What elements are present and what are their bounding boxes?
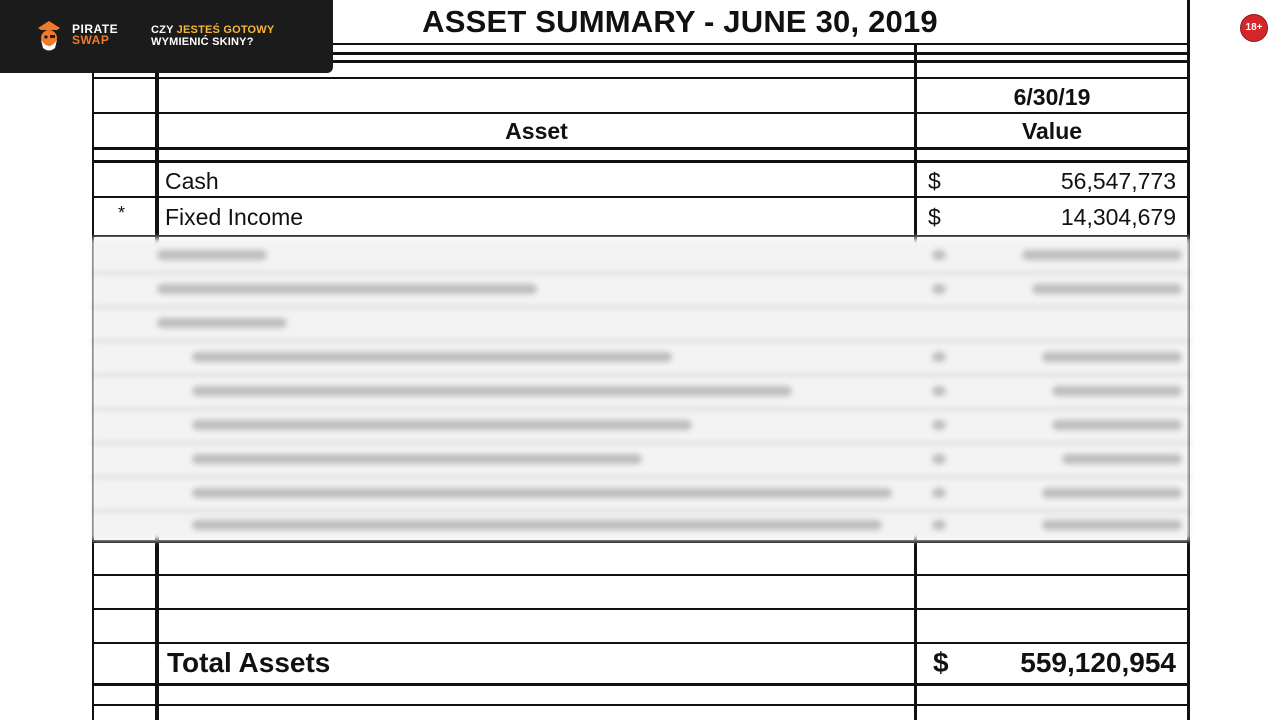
rule-line [92,574,1190,576]
total-currency: $ [933,647,949,678]
header-asset: Asset [505,118,568,144]
rule-line [92,608,1190,610]
row-label-cash: Cash [165,168,219,194]
rule-line [92,235,1190,237]
brand-line-2: SWAP [72,33,110,47]
redacted-rows [92,238,1190,540]
row-value-cash: 56,547,773 [1060,168,1176,194]
header-value: Value [1021,118,1083,144]
total-value: 559,120,954 [1020,647,1176,678]
row-value-fixed-income: 14,304,679 [1060,204,1176,230]
ad-banner[interactable] [0,0,333,73]
row-currency: $ [928,204,941,230]
row-label-fixed-income: Fixed Income [165,204,304,230]
ad-message-line2: WYMIENIĆ SKINY? [151,36,254,48]
row-currency: $ [928,168,941,194]
ad-brand [72,24,118,46]
ad-message [151,24,274,48]
rule-line [92,147,1190,150]
rule-line [92,112,1190,114]
total-label: Total Assets [167,647,331,678]
ad-message-highlight: JESTEŚ GOTOWY [176,24,275,36]
rule-line [92,160,1190,163]
age-badge: 18+ [1240,14,1268,42]
rule-line [330,43,1190,45]
document-title: ASSET SUMMARY - JUNE 30, 2019 [422,4,938,39]
rule-line [92,683,1190,686]
rule-line [92,704,1190,706]
row-marker: * [118,203,126,223]
rule-line [92,196,1190,198]
pirate-logo-icon [34,18,64,54]
rule-line [92,77,1190,79]
brand-line-1: PIRATE [72,22,119,36]
rule-line [330,52,1190,55]
rule-line [92,642,1190,644]
ad-message-prefix: CZY [151,24,174,36]
header-date: 6/30/19 [1013,84,1091,110]
rule-line [92,540,1190,543]
